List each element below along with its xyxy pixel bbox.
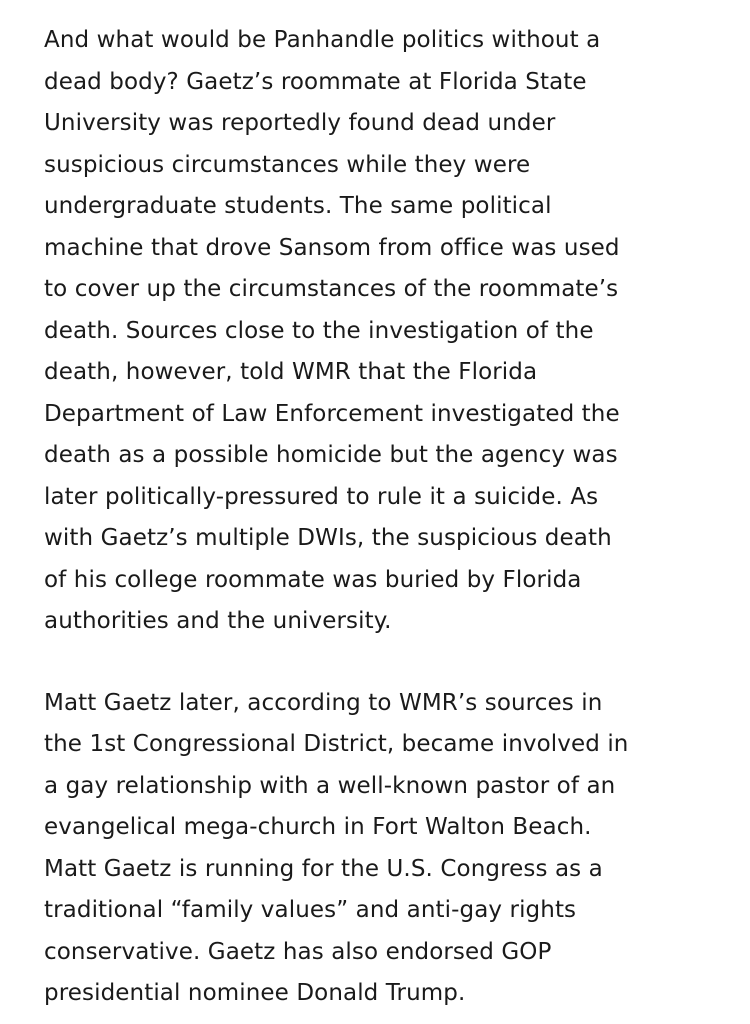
text-line: traditional “family values” and anti-gay rights: [44, 897, 577, 923]
text-line: to cover up the circumstances of the roommate’s: [44, 276, 619, 302]
text-line: And what would be Panhandle politics without a: [44, 27, 601, 53]
text-line: machine that drove Sansom from office was used: [44, 234, 620, 261]
text-line: Department of Law Enforcement investigated the: [44, 400, 620, 427]
text-line: authorities and the university.: [44, 608, 392, 634]
text-line: a gay relationship with a well-known pastor of an: [44, 772, 616, 799]
text-line: undergraduate students. The same political: [44, 193, 552, 219]
text-line: suspicious circumstances while they were: [44, 151, 531, 178]
text-line: Matt Gaetz is running for the U.S. Congress as a: [44, 855, 603, 882]
text-line: of his college roommate was buried by Florida: [44, 566, 582, 593]
paragraph-2: [44, 683, 710, 1015]
text-line: the 1st Congressional District, became involved in: [44, 731, 629, 757]
text-line: death. Sources close to the investigation of the: [44, 317, 594, 344]
text-line: presidential nominee Donald Trump.: [44, 980, 466, 1006]
paragraph-1: [44, 20, 710, 643]
text-line: death as a possible homicide but the agency was: [44, 442, 618, 468]
text-line: University was reportedly found dead under: [44, 110, 556, 136]
text-line: with Gaetz’s multiple DWIs, the suspicious death: [44, 525, 612, 551]
text-line: conservative. Gaetz has also endorsed GOP: [44, 938, 552, 965]
text-line: Matt Gaetz later, according to WMR’s sources in: [44, 689, 603, 716]
text-line: death, however, told WMR that the Florida: [44, 359, 538, 385]
text-line: evangelical mega-church in Fort Walton Beach.: [44, 814, 592, 840]
text-line: later politically-pressured to rule it a suicide. As: [44, 483, 599, 510]
text-line: dead body? Gaetz’s roommate at Florida State: [44, 68, 587, 95]
